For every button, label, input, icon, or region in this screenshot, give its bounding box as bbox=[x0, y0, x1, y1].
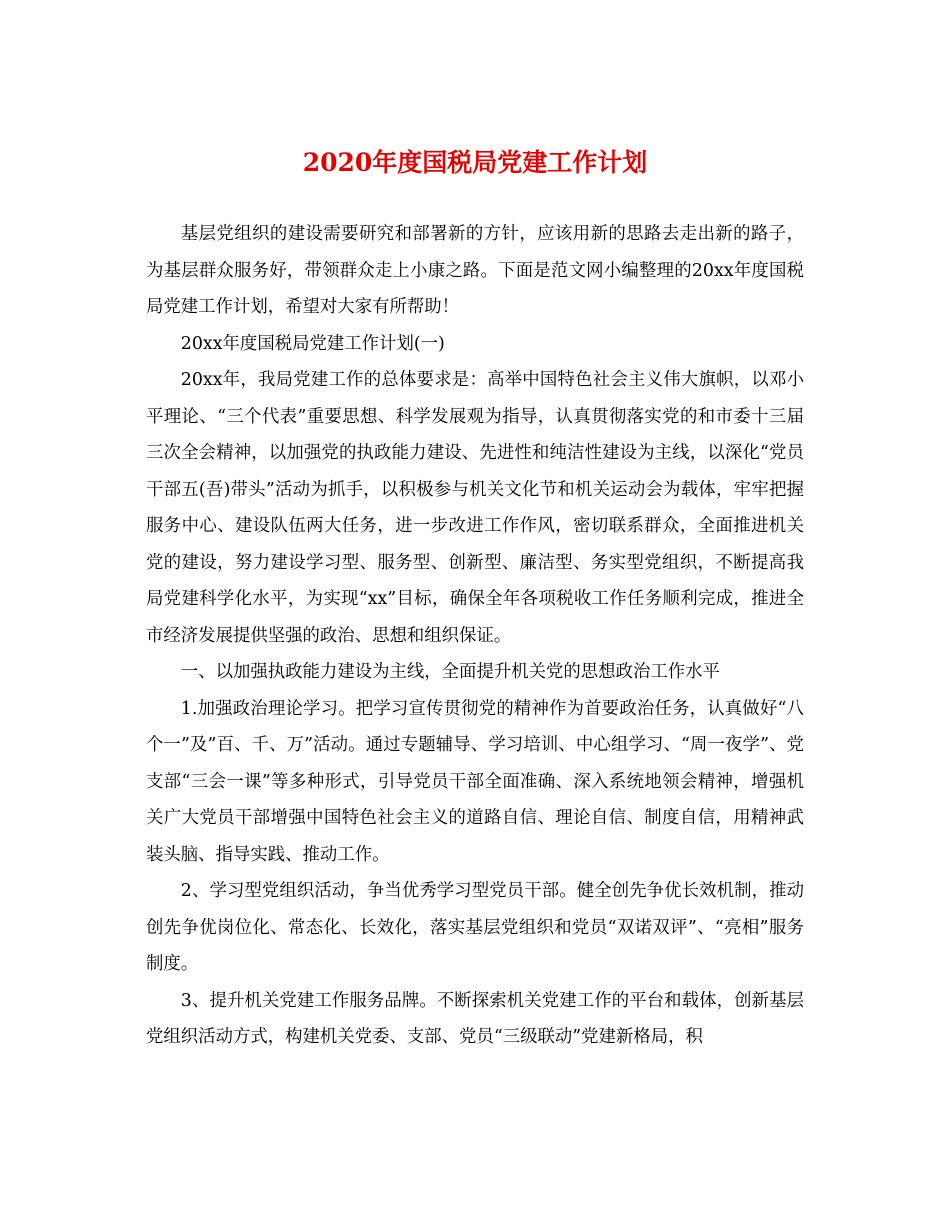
document-title: 2020年度国税局党建工作计划 bbox=[302, 148, 648, 177]
paragraph-intro: 基层党组织的建设需要研究和部署新的方针，应该用新的思路去走出新的路子，为基层群众服务好，带领群众走上小康之路。下面是范文网小编整理的20xx年度国税局党建工作计划，希望对大家有所帮助！ bbox=[146, 224, 804, 317]
paragraph-item-3: 3、提升机关党建工作服务品牌。不断探索机关党建工作的平台和载体，创新基层党组织活动方式，构建机关党委、支部、党员“三级联动”党建新格局，积 bbox=[146, 990, 804, 1047]
paragraph-overall-requirements: 20xx年，我局党建工作的总体要求是：高举中国特色社会主义伟大旗帜，以邓小平理论、“三个代表”重要思想、科学发展观为指导，认真贯彻落实党的和市委十三届三次全会精神，以加强党的执政能力建设、先进性和纯洁性建设为主线，以深化“党员干部五(吾)带头”活动为抓手，以积极参与机关文化节和机关运动会为载体，牢牢把握服务中心、建设队伍两大任务，进一步改进工作作风，密切联系群众，全面推进机关党的建设，努力建设学习型、服务型、创新型、廉洁型、务实型党组织，不断提高我局党建科学化水平，为实现“xx”目标，确保全年各项税收工作任务顺利完成，推进全市经济发展提供坚强的政治、思想和组织保证。 bbox=[146, 370, 804, 646]
paragraph-item-2: 2、学习型党组织活动，争当优秀学习型党员干部。健全创先争优长效机制，推动创先争优岗位化、常态化、长效化，落实基层党组织和党员“双诺双评”、“亮相”服务制度。 bbox=[146, 881, 804, 974]
paragraph-plan-heading: 20xx年度国税局党建工作计划(一) bbox=[180, 333, 445, 354]
paragraph-section-one-heading: 一、以加强执政能力建设为主线，全面提升机关党的思想政治工作水平 bbox=[180, 662, 720, 682]
paragraph-item-1: 1.加强政治理论学习。把学习宣传贯彻党的精神作为首要政治任务，认真做好“八个一”及”百、千、万”活动。通过专题辅导、学习培训、中心组学习、“周一夜学”、党支部“三会一课”等多种形式，引导党员干部全面准确、深入系统地领会精神，增强机关广大党员干部增强中国特色社会主义的道路自信、理论自信、制度自信，用精神武装头脑、指导实践、推动工作。 bbox=[146, 698, 804, 865]
